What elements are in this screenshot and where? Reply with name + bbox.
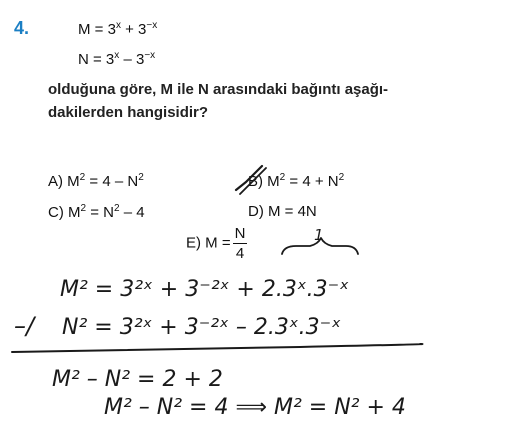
equation-m-exp2: −x: [146, 20, 158, 31]
hand-result-line: [12, 344, 423, 352]
option-a-rest: = 4 – N: [85, 173, 139, 190]
option-a-sup: 2: [79, 172, 86, 183]
brace-note: 1: [314, 226, 324, 244]
equation-n-mid: – 3: [119, 51, 145, 68]
hand-minus-sign: –/: [14, 312, 35, 340]
question-stem-line2: dakilerden hangisidir?: [48, 104, 209, 121]
option-b-rest: = 4 + N: [285, 173, 339, 190]
option-c-sup: 2: [80, 203, 87, 214]
option-b-strike: [240, 168, 266, 194]
option-b-check-mark: [236, 166, 262, 190]
option-b-sup2: 2: [338, 172, 345, 183]
option-e-label: E) M =: [186, 234, 231, 252]
option-c-tail: – 4: [119, 204, 145, 221]
option-c-label: C) M: [48, 204, 81, 221]
question-stem-line1: olduğuna göre, M ile N arasındaki bağıntı aşağı-: [48, 81, 389, 98]
equation-m-exp1: x: [115, 20, 121, 31]
equation-n-exp1: x: [114, 50, 120, 61]
option-d-label: D) M = 4N: [248, 203, 317, 220]
option-b-label: B) M: [248, 173, 280, 190]
option-c-sup2: 2: [114, 203, 120, 214]
hand-line2: N² = 3²ˣ + 3⁻²ˣ – 2.3ˣ.3⁻ˣ: [62, 315, 341, 340]
hand-line3: M² – N² = 2 + 2: [52, 367, 223, 392]
question-number: 4.: [14, 18, 30, 38]
option-a-label: A) M: [48, 173, 80, 190]
option-a-sup2: 2: [138, 172, 144, 183]
hand-line4: M² – N² = 4 ⟹ M² = N² + 4: [104, 395, 406, 420]
option-b-sup: 2: [279, 172, 286, 183]
hand-line1: M² = 3²ˣ + 3⁻²ˣ + 2.3ˣ.3⁻ˣ: [60, 277, 349, 302]
option-e-denominator: 4: [235, 245, 245, 262]
equation-n-exp2: −x: [144, 50, 156, 61]
option-e-numerator: N: [234, 225, 246, 242]
equation-m-mid: + 3: [120, 21, 147, 38]
option-c-rest: = N: [86, 204, 114, 221]
equation-m-lhs: M = 3: [78, 21, 116, 38]
equation-n-lhs: N = 3: [78, 51, 115, 68]
